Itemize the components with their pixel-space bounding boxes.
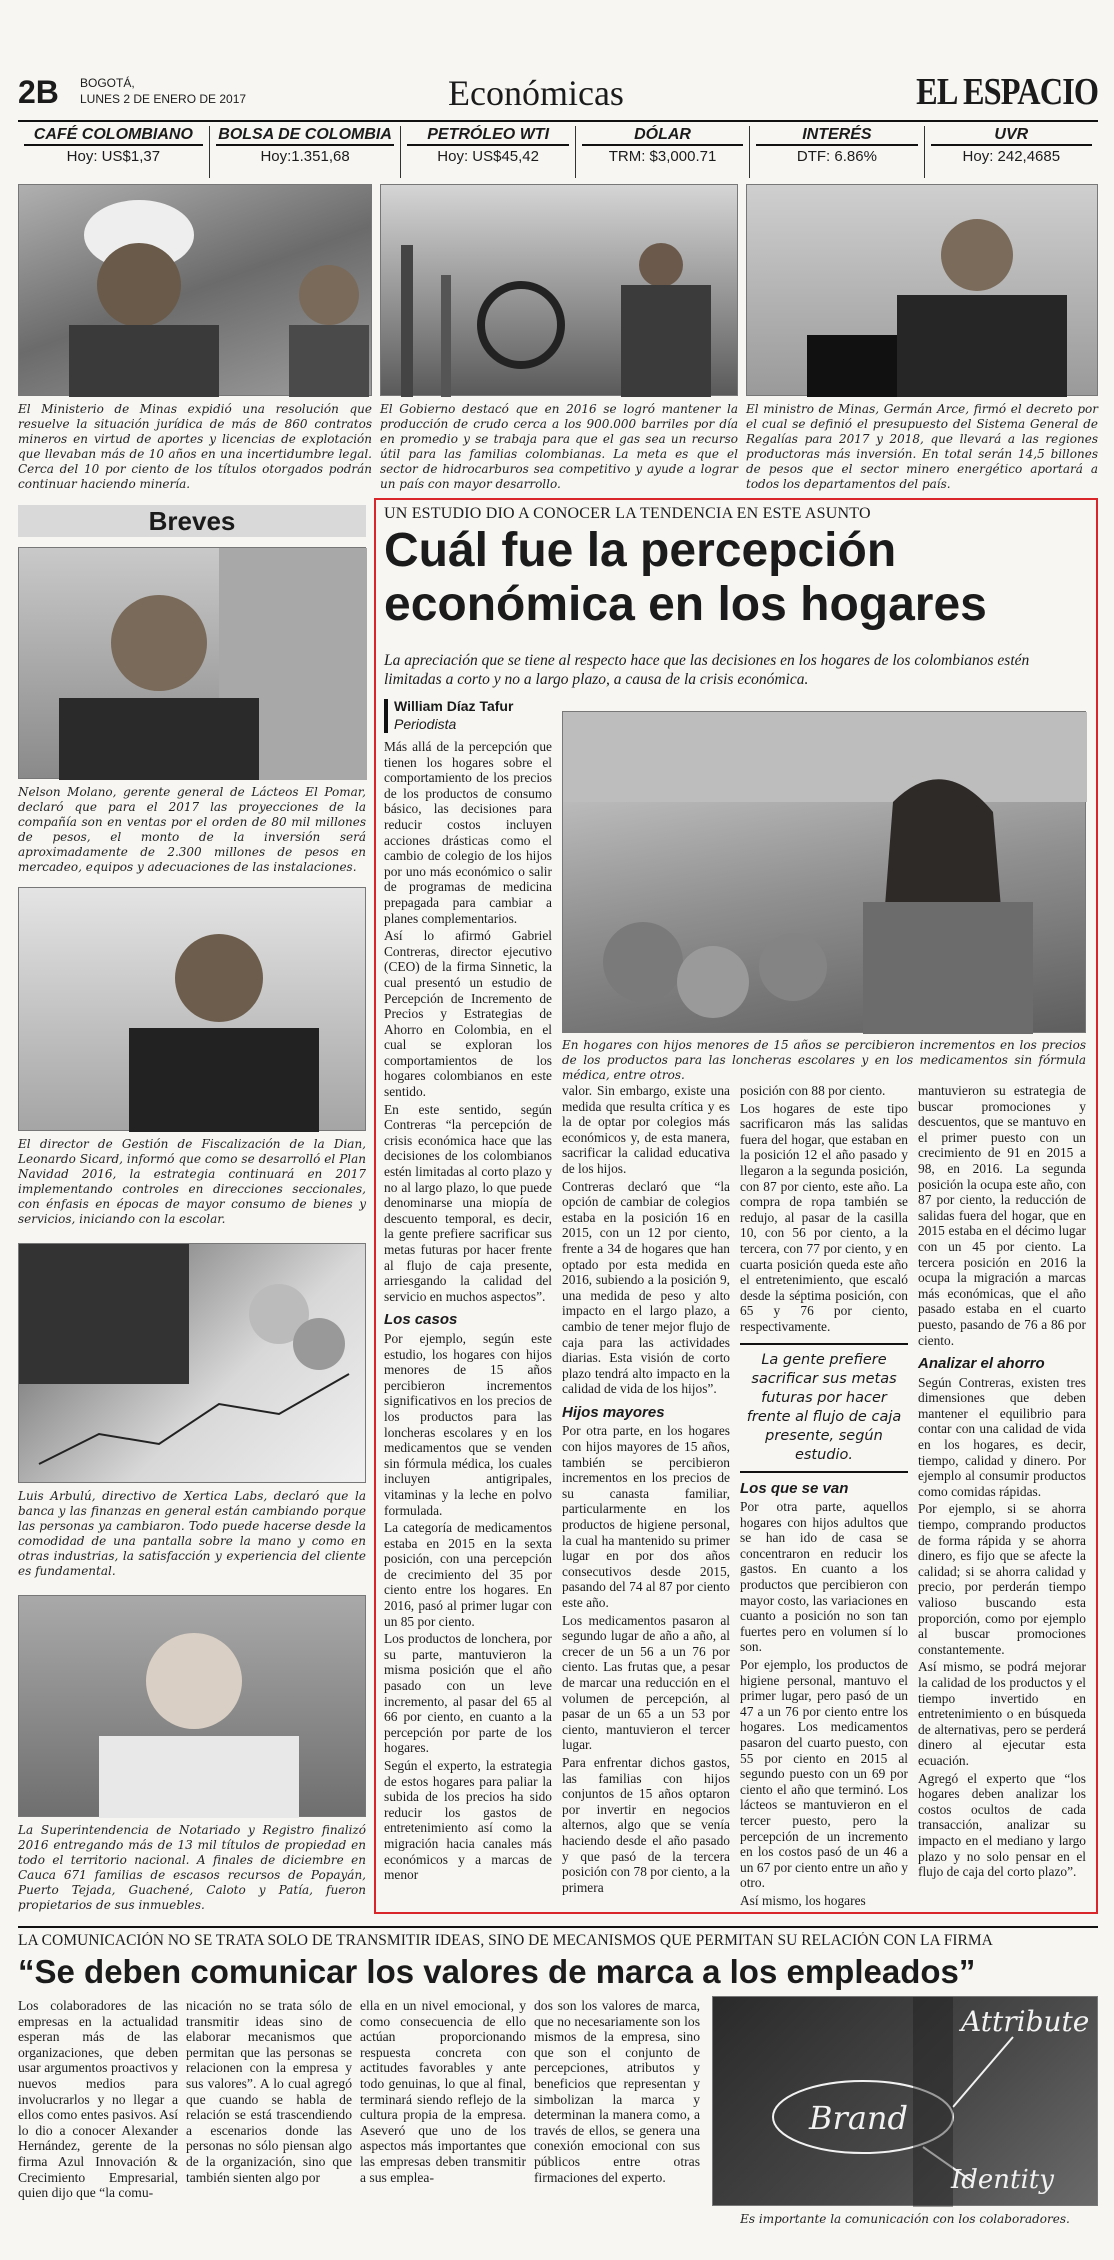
- top-photo-strip: [18, 184, 1098, 491]
- byline-role: Periodista: [394, 716, 457, 732]
- article-dek: La apreciación que se tiene al respecto hace que las decisiones en los hogares de los colombianos estén limitadas a corto y no a largo plazo, a causa de la crisis económica.: [384, 652, 1030, 688]
- bottom-column-3: ella en un nivel emocional, y como consecuencia de ello actúan proporcionando respuesta concreta con actitudes favorables y ante todo genuinas, lo que al final, terminará siendo reflejo de la cultura propia de la empresa. Aseveró que uno de los aspectos más importantes que las empresas deben transmitir a sus emplea-: [360, 1998, 526, 2185]
- miner-caption: El Ministerio de Minas expidió una resolución que resuelve la situación jurídica de más de 860 contratos mineros en virtud de aportes y licencias de explotación que llevaban más de 10 años en una incertidumbre legal. Cerca del 10 por ciento de los títulos otorgados podrán continuar haciendo minería.: [18, 402, 372, 491]
- ticker-value: Hoy:1.351,68: [260, 148, 350, 165]
- paragraph: Los hogares de este tipo sacrificaron más las salidas fuera del hogar, que estaban en la posición 12 el año pasado y llegaron a la segunda posición, con 87 por ciento, este año. La compra de ropa también se redujo, al pasar de la casilla 10, con 56 por ciento, a la tercera, con 77 por ciento, y en cuarta posición queda este año el entretenimiento, que escaló desde la séptima posición, con 65 y 76 por ciento, respectivamente.: [740, 1100, 908, 1334]
- breve-caption-sicard: El director de Gestión de Fiscalización de la Dian, Leonardo Sicard, informó que como se desarrolló el Plan Navidad 2016, la estrategia continuará en 2017 implementando controles en direcciones seccionales, con énfasis en épocas de mayor consumo de bienes y servicios, iniciando con la escolar.: [18, 1137, 366, 1226]
- chart-line-shape: [39, 1374, 349, 1464]
- paragraph: Por otra parte, aquellos hogares con hijos adultos que se han ido de casa se concentraron en reducir los gastos. En cuanto a los productos que percibieron con mayor costo, las variaciones en cuanto a posición no son tan fuertes pero en volumen sí lo son.: [740, 1499, 908, 1655]
- ticker-interes: [750, 126, 924, 178]
- dateline-city: BOGOTÁ,: [80, 76, 135, 90]
- connector-line-shape: [953, 2037, 1013, 2107]
- ticker-label: DÓLAR: [582, 126, 743, 146]
- header-rule: [18, 120, 1098, 122]
- face-shape: [299, 265, 359, 325]
- breve-photo-notariado: [18, 1595, 366, 1817]
- paragraph: Agregó el experto que “los hogares deben analizar los costos ocultos de cada transacción, analizar su impacto en el mediano y largo plazo y no solo pensar en el flujo de caja del corto plazo”.: [918, 1770, 1086, 1880]
- shirt-shape: [99, 1736, 299, 1818]
- ticker-cafe: [18, 126, 210, 178]
- paragraph: Contreras declaró que “la opción de cambiar de colegios estaba en la posición 16 en 2015, con un 12 por ciento, frente a 34 de hogares que han optado por esta medida en 2016, subiendo a la posición 9, una medida de peso y alto impacto en el largo plazo, a cambio de tener mejor flujo de caja para las actividades diarias. Esta visión de corto plazo tendrá alto impacto en la calidad de vida de los hijos”.: [562, 1178, 730, 1397]
- valve-wheel-shape: [481, 285, 561, 365]
- brand-photo: [712, 1996, 1098, 2206]
- face-shape: [175, 934, 263, 1022]
- article-column-4: [918, 1083, 1086, 1882]
- article-kicker: UN ESTUDIO DIO A CONOCER LA TENDENCIA EN ESTE ASUNTO: [384, 505, 871, 522]
- minister-caption: El ministro de Minas, Germán Arce, firmó el decreto por el cual se definió el presupuesto del Sistema General de Regalías para 2017 y 2018, que llevará a las regiones productoras más inversión. En total serán 14,5 billones de pesos que el sector minero energético aportará a todos los departamentos del país.: [746, 402, 1098, 491]
- ticker-uvr: [925, 126, 1098, 178]
- oil-field-photo: [380, 184, 738, 396]
- brand-name: EL ESPACIO: [915, 71, 1098, 113]
- vegetable-shape: [677, 946, 749, 1018]
- hand-shadow-shape: [913, 1997, 953, 2207]
- minister-art: [747, 185, 1099, 397]
- ticker-value: DTF: 6.86%: [796, 148, 877, 165]
- breves-title: Breves: [18, 505, 366, 537]
- calculator-art: [19, 1244, 367, 1484]
- ticker-label: UVR: [931, 126, 1092, 146]
- ticker-label: CAFÉ COLOMBIANO: [24, 126, 203, 146]
- ticker-label: PETRÓLEO WTI: [407, 126, 568, 146]
- chimney-shape: [441, 275, 451, 397]
- ticker-bolsa: [210, 126, 402, 178]
- oil-caption: El Gobierno destacó que en 2016 se logró mantener la producción de crudo cerca a los 900.000 barriles por día en promedio y se trabaja para que el gas sea un recurso útil para las familias colombianas. La meta es que el sector de hidrocarburos sea competitivo y ayude a lograr un país con mayor desarrollo.: [380, 402, 738, 491]
- face-shape: [941, 219, 1013, 291]
- article-photo-caption: En hogares con hijos menores de 15 años se percibieron incrementos en los precios de los productos para las loncheras escolares y en los medicamentos sin fórmula médica, entre otros.: [562, 1038, 1086, 1082]
- main-article: [384, 505, 1090, 1908]
- paragraph: Así lo afirmó Gabriel Contreras, director ejecutivo (CEO) de la firma Sinnetic, la cual presentó un estudio de Percepción de Incremento de Precios y Estrategias de Ahorro en Colombia, en el cual se exploran los comportamientos de los hogares colombianos en este sentido.: [384, 928, 552, 1100]
- paragraph: Así mismo, se podrá mejorar la calidad de los productos y el tiempo invertido en entretenimiento o en búsqueda de alternativas, pero se perderá dinero al ejecutar esta ecuación.: [918, 1659, 1086, 1768]
- miner-photo: [18, 184, 372, 396]
- ticker-value: Hoy: US$45,42: [437, 148, 539, 165]
- suit-shape: [59, 698, 259, 780]
- article-column-1: [384, 739, 552, 1885]
- molano-art: [19, 548, 367, 780]
- section-title: Económicas: [448, 73, 624, 113]
- ticker-value: TRM: $3,000.71: [608, 148, 717, 165]
- vegetable-shape: [603, 922, 683, 1002]
- paragraph: Más allá de la percepción que tienen los hogares sobre el comportamiento de los precios de los productos de consumo básico, las decisiones para reducir costos incluyen acciones drásticas como el cambio de colegio de los hijos por uno más económico o salir de programas de medicina prepagada para cambiar a planes complementarios.: [384, 739, 552, 926]
- paragraph: La categoría de medicamentos estaba en 2015 en la sexta posición, con una percepción de crecimiento del 35 por ciento entre los hogares. En 2016, pasó al primer lugar con un 85 por ciento.: [384, 1520, 552, 1629]
- miner-photo-art: [19, 185, 373, 397]
- face-shape: [146, 1633, 242, 1729]
- paragraph: Los productos de lonchera, por su parte, mantuvieron la misma posición que el año pasado con un leve incremento, al pasar del 65 al 66 por ciento, en cuanto a la percepción por parte de los hogares.: [384, 1631, 552, 1756]
- torso-shape: [289, 325, 369, 397]
- paragraph: mantuvieron su estrategia de buscar promociones y descuentos, que se mantuvo en el primer puesto con un crecimiento de 91 en 2015 a 98, en 2016. La segunda posición la ocupa este año, con 87 por ciento, la reducción de salidas fuera del hogar, que en 2015 estaba en el décimo lugar con un 45 por ciento. La tercera posición en 2016 la ocupa la migración a marcas más económicas, que el año pasado estaba en el cuarto puesto, pasando de 76 a 86 por ciento.: [918, 1083, 1086, 1348]
- breve-photo-calculator: [18, 1243, 366, 1483]
- article-photo-market: [562, 711, 1086, 1033]
- paragraph: Para enfrentar dichos gastos, las familias con hijos conjuntos de 15 años optaron por invertir en negocios alternos, algo que se venía haciendo desde el año pasado y que pasó de la tercera posición con 78 por ciento, a la primera: [562, 1754, 730, 1895]
- paragraph: Por otra parte, en los hogares con hijos mayores de 15 años, también se percibieron incrementos en los precios de su canasta familiar, particularmente en los productos de higiene personal, la cual ha mantenido su primer lugar en por dos años consecutivos desde 2015, pasando del 74 al 87 por ciento este año.: [562, 1423, 730, 1610]
- ticker-value: Hoy: US$1,37: [66, 148, 161, 165]
- article-column-2: [562, 1083, 730, 1897]
- bottom-column-4: dos son los valores de marca, que no necesariamente son los mismos de la empresa, sino que son el conjunto de percepciones, atributos y beneficios que representan y simbolizan la marca y determinan la manera como, a través de ellos, se genera una conexión emocional con sus públicos entre otras firmaciones del experto.: [534, 1998, 700, 2185]
- bottom-headline: “Se deben comunicar los valores de marca a los empleados”: [18, 1953, 976, 1990]
- subhead: Hijos mayores: [562, 1403, 665, 1421]
- page-number: 2B: [18, 74, 59, 110]
- ticker-petroleo: [401, 126, 575, 178]
- bottom-rule: [18, 1926, 1098, 1928]
- breve-caption-molano: Nelson Molano, gerente general de Lácteos El Pomar, declaró que para el 2017 las proyecciones de la compañía son en ventas por el orden de 80 mil millones de pesos, el monto de la inversión será aproximadamente de 2.300 millones de pesos en mercadeo, equipos y adecuaciones de las instalaciones.: [18, 785, 366, 874]
- vegetable-shape: [759, 933, 827, 1001]
- ticker-label: INTERÉS: [756, 126, 917, 146]
- subhead: Los casos: [384, 1311, 458, 1329]
- face-shape: [111, 595, 207, 691]
- pullquote: [740, 1343, 908, 1473]
- breve-photo-molano: [18, 547, 366, 779]
- paragraph: Según el experto, la estrategia de estos hogares para paliar la subida de los precios ha sido reducir los gastos de entretenimiento así como la migración hacia canales más económicos y a marcas de menor: [384, 1758, 552, 1883]
- chimney-shape: [401, 245, 413, 397]
- bottom-column-2: nicación no se trata sólo de transmitir ideas sino de elaborar mecanismos que permitan que las personas se relacionen con la empresa y sus valores”. A lo cual agregó que cuando se habla de relación se está trascendiendo a escenarios donde las personas no sólo piensan algo de la organización, sino que también sienten algo por: [186, 1998, 352, 2185]
- oil-field-art: [381, 185, 739, 397]
- podium-shape: [807, 335, 897, 397]
- bottom-column-1: Los colaboradores de las empresas en la actualidad esperan más de las organizaciones, que deben usar argumentos proactivos y nuevos medios para involucrarlos y no llegar a ellos como entes pasivos. Así lo dio a conocer Alexander Hernández, gerente de la firma Azul Innovación & Crecimiento Empresarial, quien dijo que “la comu-: [18, 1998, 178, 2201]
- torso-shape: [69, 325, 219, 397]
- ticker-label: BOLSA DE COLOMBIA: [216, 126, 395, 146]
- ticker-dolar: [576, 126, 750, 178]
- pullquote-text: La gente prefiere sacrificar sus metas futuras por hacer frente al flujo de caja presente, según estudio.: [746, 1351, 902, 1463]
- worker-head-shape: [639, 243, 683, 287]
- byline-author: William Díaz Tafur: [394, 698, 514, 714]
- suit-shape: [897, 295, 1067, 397]
- brand-word-brand: Brand: [809, 2099, 908, 2137]
- ticker-bar: [18, 126, 1098, 178]
- byline-bar: [384, 699, 388, 733]
- breves-sidebar: [18, 505, 366, 1910]
- paragraph: valor. Sin embargo, existe una medida que resulta crítica y es la de optar por colegios más económicos y, de esta manera, sacrificar la calidad educativa de los hijos.: [562, 1083, 730, 1176]
- article-column-3: [740, 1083, 908, 1911]
- face-shape: [97, 243, 181, 327]
- bottom-kicker: LA COMUNICACIÓN NO SE TRATA SOLO DE TRANSMITIR IDEAS, SINO DE MECANISMOS QUE PERMITAN SU RELACIÓN CON LA FIRMA: [18, 1932, 993, 1949]
- dateline-date: LUNES 2 DE ENERO DE 2017: [80, 92, 247, 106]
- canopy-shape: [563, 712, 1087, 802]
- brand-word-attribute: Attribute: [961, 2005, 1090, 2038]
- brand-photo-caption: Es importante la comunicación con los colaboradores.: [740, 2212, 1070, 2226]
- subhead: Los que se van: [740, 1479, 849, 1497]
- page-header: [18, 70, 1098, 118]
- breve-caption-arbulu: Luis Arbulú, directivo de Xertica Labs, declaró que la banca y las finanzas en general están cambiando porque las personas ya cambiaron. Todo puede hacerse desde la comodidad de una pantalla sobre la mano y como en otras industrias, la satisfacción y experiencia del cliente es fundamental.: [18, 1489, 366, 1578]
- notariado-art: [19, 1596, 367, 1818]
- paragraph: Los medicamentos pasaron al segundo lugar de año a año, al crecer de un 56 a un 76 por ciento. Las frutas que, a pesar de marcar una reducción en el volumen de percepción, al pasar de un 65 a un 53 por ciento, mantuvieron el tercer lugar.: [562, 1612, 730, 1753]
- paragraph: Por ejemplo, si se ahorra tiempo, comprando productos de forma rápida y se ahorra dinero, es fijo que se afecte la calidad; si se ahorra calidad y precio, por perderán tiempo valioso buscando esta proporción, como por ejemplo al buscar promociones constantemente.: [918, 1501, 1086, 1657]
- minister-photo: [746, 184, 1098, 396]
- article-headline-line1: Cuál fue la percepción: [384, 524, 897, 577]
- paragraph: Por ejemplo, según este estudio, los hogares con hijos menores de 15 años percibieron incrementos significativos en los precios de los productos para las loncheras escolares y en los medicamentos que se venden sin fórmula médica, los cuales incluyen antigripales, vitaminas y la leche en polvo formulada.: [384, 1330, 552, 1518]
- coin-shape: [293, 1318, 345, 1370]
- market-photo-art: [563, 712, 1087, 1034]
- paragraph: Por ejemplo, los productos de higiene personal, mantuvo el primer lugar, pero pasó de un 47 a un 76 por ciento entre los hogares. Los medicamentos pasaron del cuarto puesto, con 55 por ciento en 2015 al segundo puesto con un 69 por ciento el año que terminó. Los lácteos se mantuvieron en el tercer puesto, pero la percepción de un incremento en los costos pasó de un 46 a un 67 por ciento entre un año y otro.: [740, 1657, 908, 1891]
- sweater-shape: [863, 902, 1033, 1034]
- suit-shape: [129, 1028, 319, 1132]
- breve-caption-notariado: La Superintendencia de Notariado y Registro finalizó 2016 entregando más de 13 mil títulos de propiedad en todo el territorio nacional. A finales de diciembre en Cauca 671 familias de escasos recursos de Popayán, Puerto Tejada, Guachené, Caloto y Patía, fueron propietarios de sus inmuebles.: [18, 1823, 366, 1912]
- ticker-value: Hoy: 242,4685: [962, 148, 1061, 165]
- keypad-shape: [19, 1244, 189, 1384]
- breve-photo-sicard: [18, 887, 366, 1131]
- paragraph: En este sentido, según Contreras “la percepción de crisis económica hace que las decisiones de los colombianos estén limitadas al corto plazo y no al largo plazo, lo que puede denominarse una miopía de descuento temporal, es decir, la gente prefiere sacrificar sus metas futuras por hacer frente al flujo de caja presente, arriesgando la calidad del servicio en muchos aspectos”.: [384, 1101, 552, 1304]
- article-headline-line2: económica en los hogares: [384, 578, 987, 631]
- paragraph: Según Contreras, existen tres dimensiones que deben mantener el equilibrio para contar con una calidad de vida en los hogares, es decir, tiempo, calidad y dinero. Por ejemplo al consumir productos como comidas rápidas.: [918, 1374, 1086, 1499]
- paragraph: posición con 88 por ciento.: [740, 1083, 886, 1098]
- subhead: Analizar el ahorro: [918, 1355, 1045, 1373]
- worker-body-shape: [621, 285, 711, 397]
- sicard-art: [19, 888, 367, 1132]
- brand-word-identity: Identity: [951, 2165, 1054, 2195]
- paragraph: Así mismo, los hogares: [740, 1892, 866, 1908]
